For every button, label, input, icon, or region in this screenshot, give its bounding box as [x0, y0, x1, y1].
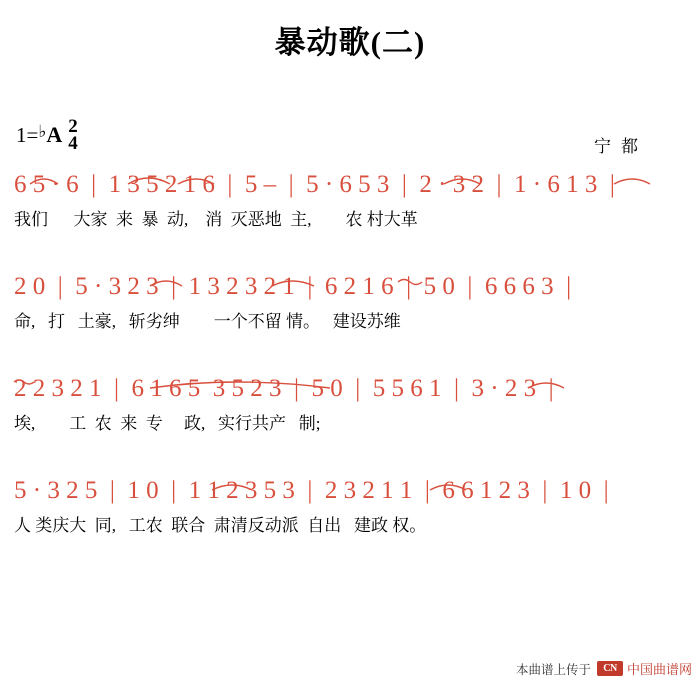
time-signature-denominator: 4 — [68, 133, 78, 154]
music-system — [0, 476, 700, 578]
lyric-row: 人 类庆大 同, 工农 联合 肃清反动派 自出 建政 权。 — [14, 516, 427, 535]
lyric-row: 我们 大家 来 暴 动, 消 灭恶地 主, 农 村大革 — [14, 210, 418, 229]
score-page — [0, 17, 700, 684]
composer-credit: 宁都 — [594, 137, 648, 156]
key-signature — [16, 118, 78, 152]
page-title: 暴动歌(二) — [274, 25, 426, 60]
note-row: 5 · 3 2 5 | 1 0 | 1 1 2 3 5 3 | 2 3 2 1 1 | 6 6 1 2 3 | 1 0 | — [14, 477, 609, 504]
music-system — [0, 170, 700, 272]
key-label: 1= — [16, 122, 39, 147]
music-system — [0, 374, 700, 476]
time-signature-numerator: 2 — [68, 116, 78, 137]
flat-icon: ♭ — [38, 122, 47, 141]
note-row: 6 5 · 6 | 1 3 5 2 1 6 | 5 – | 5 · 6 5 3 | 2 · 3 2 | 1 · 6 1 3 | — [14, 171, 615, 198]
note-row: 2 2 3 2 1 | 6 1 6 5 3 5 2 3 | 5 0 | 5 5 6 1 | 3 · 2 3 | — [14, 375, 554, 402]
site-logo-icon: CN — [597, 661, 623, 676]
lyric-row: 埃, 工 农 来 专 政, 实行共产 制; — [14, 414, 321, 433]
score-metadata — [0, 104, 700, 170]
footer-credit — [516, 659, 692, 678]
lyric-row: 命, 打 土豪, 斩劣绅 一个不留 情。 建设苏维 — [14, 312, 401, 331]
footer-text: 本曲谱上传于 — [515, 662, 591, 677]
music-system — [0, 272, 700, 374]
site-name[interactable]: 中国曲谱网 — [626, 662, 692, 677]
key-letter: A — [46, 122, 63, 147]
note-row: 2 0 | 5 · 3 2 3 | 1 3 2 3 2 1 | 6 2 1 6 | 5 0 | 6 6 6 3 | — [14, 273, 572, 300]
time-signature — [68, 118, 78, 152]
